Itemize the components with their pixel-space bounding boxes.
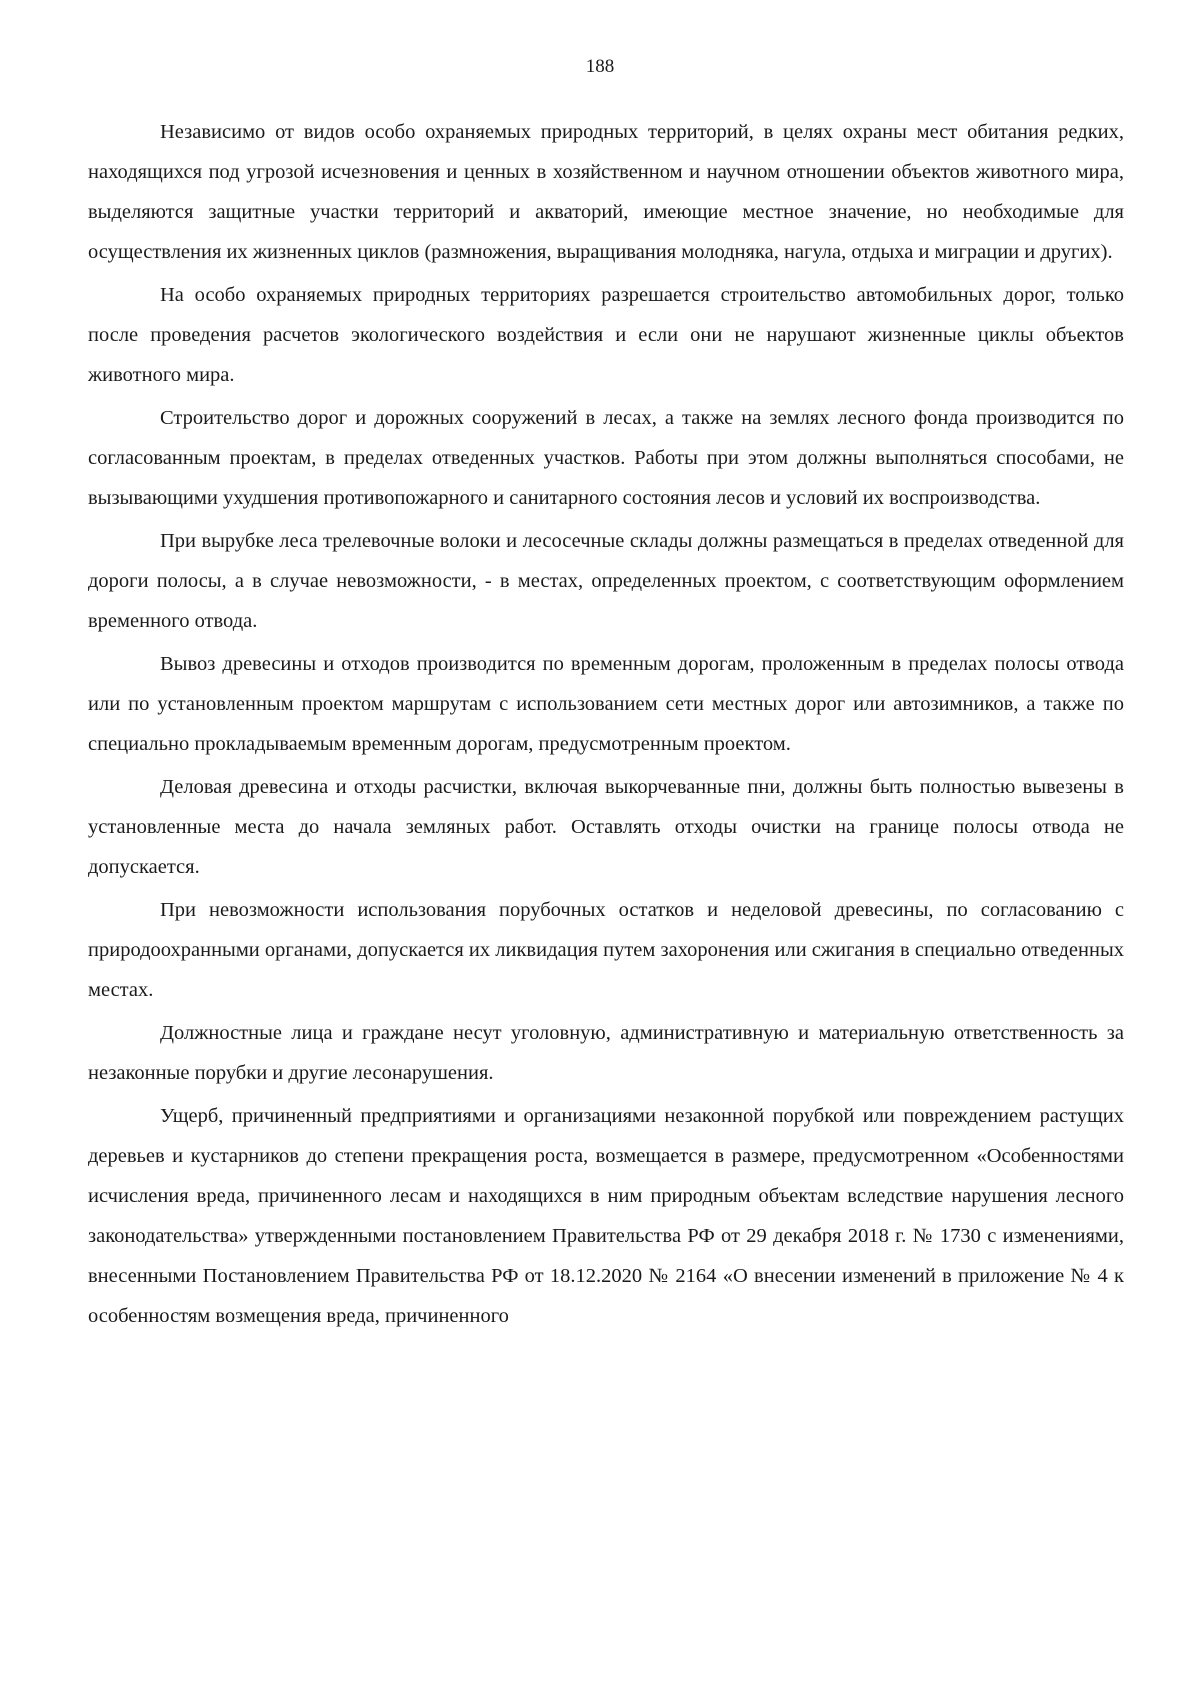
paragraph-8: Должностные лица и граждане несут уголовную, административную и материальную ответственность за незаконные порубки и другие лесонарушения. — [88, 1022, 1124, 1084]
paragraph-5: Вывоз древесины и отходов производится по временным дорогам, проложенным в пределах полосы отвода или по установленным проектом маршрутам с использованием сети местных дорог или автозимников, а также по специально прокладываемым временным дорогам, предусмотренным проектом. — [88, 653, 1124, 755]
paragraph-1: Независимо от видов особо охраняемых природных территорий, в целях охраны мест обитания редких, находящихся под угрозой исчезновения и ценных в хозяйственном и научном отношении объектов животного мира, выделяются защитные участки территорий и акваторий, имеющие местное значение, но необходимые для осуществления их жизненных циклов (размножения, выращивания молодняка, нагула, отдыха и миграции и других). — [88, 121, 1124, 263]
page-number: 188 — [585, 56, 615, 77]
document-body — [88, 112, 1124, 1339]
paragraph-6: Деловая древесина и отходы расчистки, включая выкорчеванные пни, должны быть полностью вывезены в установленные места до начала земляных работ. Оставлять отходы очистки на границе полосы отвода не допускается. — [88, 776, 1124, 878]
paragraph-4: При вырубке леса трелевочные волоки и лесосечные склады должны размещаться в пределах отведенной для дороги полосы, а в случае невозможности, - в местах, определенных проектом, с соответствующим оформлением временного отвода. — [88, 530, 1124, 632]
paragraph-3: Строительство дорог и дорожных сооружений в лесах, а также на землях лесного фонда производится по согласованным проектам, в пределах отведенных участков. Работы при этом должны выполняться способами, не вызывающими ухудшения противопожарного и санитарного состояния лесов и условий их воспроизводства. — [88, 407, 1124, 509]
paragraph-2: На особо охраняемых природных территориях разрешается строительство автомобильных дорог, только после проведения расчетов экологического воздействия и если они не нарушают жизненные циклы объектов животного мира. — [88, 284, 1124, 386]
paragraph-9: Ущерб, причиненный предприятиями и организациями незаконной порубкой или повреждением растущих деревьев и кустарников до степени прекращения роста, возмещается в размере, предусмотренном «Особенностями исчисления вреда, причиненного лесам и находящихся в ним природным объектам вследствие нарушения лесного законодательства» утвержденными постановлением Правительства РФ от 29 декабря 2018 г. № 1730 с изменениями, внесенными Постановлением Правительства РФ от 18.12.2020 № 2164 «О внесении изменений в приложение № 4 к особенностям возмещения вреда, причиненного — [88, 1105, 1124, 1327]
paragraph-7: При невозможности использования порубочных остатков и неделовой древесины, по согласованию с природоохранными органами, допускается их ликвидация путем захоронения или сжигания в специально отведенных местах. — [88, 899, 1124, 1001]
